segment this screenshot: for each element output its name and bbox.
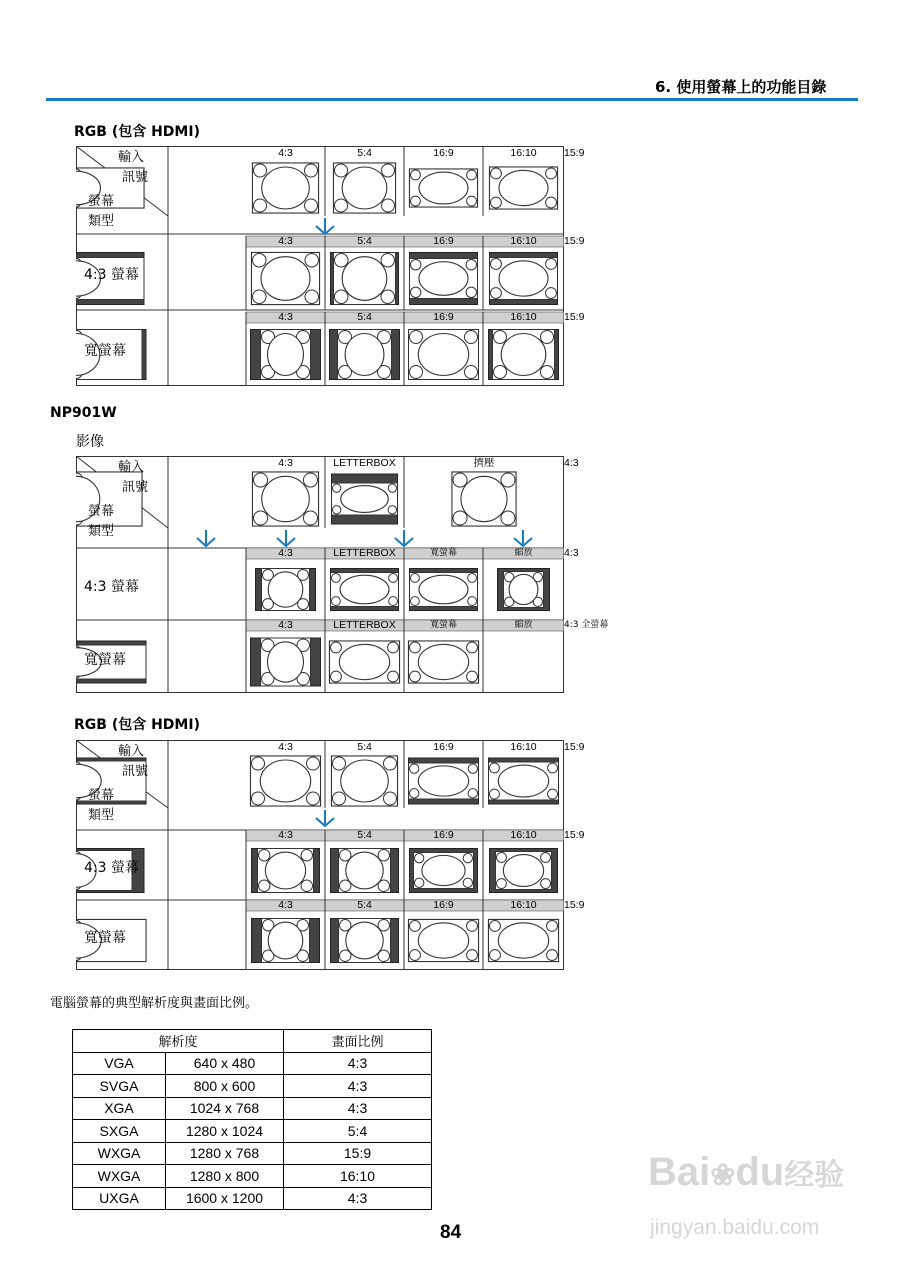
- screen-icon: [490, 849, 558, 893]
- input-ratio-label: 4:3: [278, 147, 293, 159]
- screen-icon: [252, 849, 320, 893]
- cell-ratio-label: 16:9: [433, 829, 454, 841]
- cell-ratio-label: 4:3 全螢幕: [564, 620, 609, 630]
- table-row: [73, 1165, 432, 1188]
- screen-icon: [489, 920, 559, 962]
- screen-icon: [331, 253, 399, 305]
- screen-icon: [252, 919, 320, 963]
- baidu-watermark-logo: Bai❀du经验: [648, 1150, 845, 1194]
- table-row: [73, 1120, 432, 1143]
- cell-ratio-label: 5:4: [357, 829, 372, 841]
- cell-ratio-label: 4:3: [564, 547, 579, 559]
- input-ratio-label: 16:9: [433, 741, 454, 753]
- cell-resolution: 1280 x 768: [166, 1142, 284, 1165]
- cell-resolution: 1024 x 768: [166, 1097, 284, 1120]
- row-label-wide-screen: 寬螢幕: [84, 343, 126, 359]
- corner-screen-label: 螢幕: [88, 504, 115, 519]
- screen-icon: [489, 330, 559, 380]
- corner-input-label: 輸入: [118, 744, 145, 759]
- cell-ratio-label: 16:9: [433, 235, 454, 247]
- cell-name: WXGA: [73, 1142, 166, 1165]
- resolution-note: 電腦螢幕的典型解析度與畫面比例。: [50, 996, 259, 1011]
- cell-ratio-label: 16:9: [433, 899, 454, 911]
- cell-ratio-label: 4:3: [278, 829, 293, 841]
- screen-icon: [410, 849, 478, 893]
- paw-icon: ❀: [710, 1159, 736, 1192]
- row-label-4-3-screen: 4:3 螢幕: [84, 579, 139, 595]
- input-ratio-label: 4:3: [278, 741, 293, 753]
- screen-icon: [330, 330, 400, 380]
- display-matrix-3: [76, 740, 564, 970]
- cell-ratio-label: 寬螢幕: [429, 548, 457, 558]
- cell-ratio-label: 4:3: [278, 619, 293, 631]
- header-resolution: 解析度: [73, 1030, 284, 1053]
- cell-name: SVGA: [73, 1075, 166, 1098]
- cell-name: XGA: [73, 1097, 166, 1120]
- cell-ratio-label: 16:10: [510, 899, 537, 911]
- table-row: [73, 1187, 432, 1210]
- cell-resolution: 800 x 600: [166, 1075, 284, 1098]
- corner-screen-label: 螢幕: [88, 788, 115, 803]
- cell-ratio-label: 縮放: [514, 620, 533, 630]
- screen-icon: [331, 569, 399, 611]
- screen-icon: [409, 920, 479, 962]
- corner-signal-label: 訊號: [122, 480, 149, 495]
- cell-ratio-label: 15:9: [564, 235, 585, 247]
- table-header-row: [73, 1030, 432, 1053]
- screen-icon: [331, 849, 399, 893]
- header-rule: [46, 98, 858, 101]
- cell-ratio: 15:9: [284, 1142, 432, 1165]
- cell-ratio: 4:3: [284, 1187, 432, 1210]
- cell-ratio-label: 15:9: [564, 829, 585, 841]
- resolution-table: [72, 1029, 432, 1210]
- screen-icon: [251, 756, 321, 806]
- screen-icon: [256, 569, 316, 611]
- cell-ratio-label: LETTERBOX: [333, 619, 396, 631]
- screen-icon: [490, 253, 558, 305]
- section-2-subtitle: 影像: [76, 434, 104, 450]
- screen-icon: [490, 167, 558, 209]
- screen-icon: [331, 919, 399, 963]
- screen-icon: [452, 472, 516, 526]
- cell-ratio-label: 4:3: [278, 899, 293, 911]
- corner-input-label: 輸入: [118, 150, 145, 165]
- screen-icon: [409, 330, 479, 380]
- display-matrix-1: [76, 146, 564, 386]
- page-number: 84: [440, 1222, 462, 1243]
- cell-ratio-label: 5:4: [357, 899, 372, 911]
- cell-ratio-label: 16:10: [510, 235, 537, 247]
- input-ratio-label: 16:9: [433, 147, 454, 159]
- corner-signal-label: 訊號: [122, 764, 149, 779]
- cell-resolution: 1600 x 1200: [166, 1187, 284, 1210]
- cell-ratio-label: 15:9: [564, 311, 585, 323]
- cell-ratio-label: 5:4: [357, 235, 372, 247]
- corner-signal-label: 訊號: [122, 170, 149, 185]
- section-2-title: NP901W: [50, 405, 117, 421]
- cell-name: WXGA: [73, 1165, 166, 1188]
- table-row: [73, 1097, 432, 1120]
- screen-icon: [410, 253, 478, 305]
- baidu-watermark-url: jingyan.baidu.com: [650, 1216, 820, 1239]
- corner-screen-label: 螢幕: [88, 194, 115, 209]
- row-label-wide-screen: 寬螢幕: [84, 651, 126, 668]
- display-matrix-2: [76, 456, 564, 693]
- input-ratio-label: 4:3: [564, 457, 579, 469]
- cell-ratio-label: 寬螢幕: [429, 620, 457, 630]
- input-ratio-label: 16:10: [510, 741, 537, 753]
- cell-ratio: 4:3: [284, 1097, 432, 1120]
- table-row: [73, 1142, 432, 1165]
- cell-ratio-label: 16:10: [510, 829, 537, 841]
- cell-ratio-label: 縮放: [514, 548, 533, 558]
- screen-icon: [409, 758, 479, 804]
- screen-icon: [410, 169, 478, 207]
- section-3-title: RGB (包含 HDMI): [74, 717, 200, 733]
- cell-ratio-label: 4:3: [278, 547, 293, 559]
- screen-icon: [410, 569, 478, 611]
- corner-type-label: 類型: [88, 524, 115, 539]
- screen-icon: [498, 569, 550, 611]
- cell-ratio-label: LETTERBOX: [333, 547, 396, 559]
- cell-ratio: 4:3: [284, 1052, 432, 1075]
- input-ratio-label: 擠壓: [473, 457, 495, 469]
- cell-ratio: 5:4: [284, 1120, 432, 1143]
- screen-icon: [332, 474, 398, 524]
- screen-icon: [252, 253, 320, 305]
- cell-ratio-label: 15:9: [564, 899, 585, 911]
- table-row: [73, 1075, 432, 1098]
- cell-name: VGA: [73, 1052, 166, 1075]
- header-aspect-ratio: 畫面比例: [284, 1030, 432, 1053]
- screen-icon: [251, 638, 321, 686]
- corner-input-label: 輸入: [118, 460, 145, 475]
- screen-icon: [253, 163, 319, 213]
- input-ratio-label: LETTERBOX: [333, 457, 396, 469]
- cell-resolution: 1280 x 800: [166, 1165, 284, 1188]
- screen-icon: [330, 641, 400, 683]
- cell-resolution: 1280 x 1024: [166, 1120, 284, 1143]
- screen-icon: [332, 756, 398, 806]
- cell-name: UXGA: [73, 1187, 166, 1210]
- cell-ratio: 16:10: [284, 1165, 432, 1188]
- section-1-title: RGB (包含 HDMI): [74, 124, 200, 140]
- input-ratio-label: 5:4: [357, 147, 372, 159]
- cell-ratio-label: 5:4: [357, 311, 372, 323]
- cell-ratio-label: 16:9: [433, 311, 454, 323]
- input-ratio-label: 5:4: [357, 741, 372, 753]
- input-ratio-label: 16:10: [510, 147, 537, 159]
- row-label-4-3-screen: 4:3 螢幕: [84, 860, 139, 876]
- page-header: 6. 使用螢幕上的功能目錄: [655, 78, 827, 96]
- cell-ratio-label: 4:3: [278, 235, 293, 247]
- table-row: [73, 1052, 432, 1075]
- screen-icon: [409, 641, 479, 683]
- screen-icon: [334, 163, 396, 213]
- cell-ratio-label: 16:10: [510, 311, 537, 323]
- cell-ratio: 4:3: [284, 1075, 432, 1098]
- screen-icon: [489, 758, 559, 804]
- cell-name: SXGA: [73, 1120, 166, 1143]
- input-ratio-label: 15:9: [564, 147, 585, 159]
- screen-icon: [251, 330, 321, 380]
- screen-icon: [253, 472, 319, 526]
- cell-ratio-label: 4:3: [278, 311, 293, 323]
- input-ratio-label: 4:3: [278, 457, 293, 469]
- input-ratio-label: 15:9: [564, 741, 585, 753]
- corner-type-label: 類型: [88, 808, 115, 823]
- row-label-wide-screen: 寬螢幕: [84, 930, 126, 946]
- row-label-4-3-screen: 4:3 螢幕: [84, 267, 139, 283]
- cell-resolution: 640 x 480: [166, 1052, 284, 1075]
- corner-type-label: 類型: [88, 214, 115, 229]
